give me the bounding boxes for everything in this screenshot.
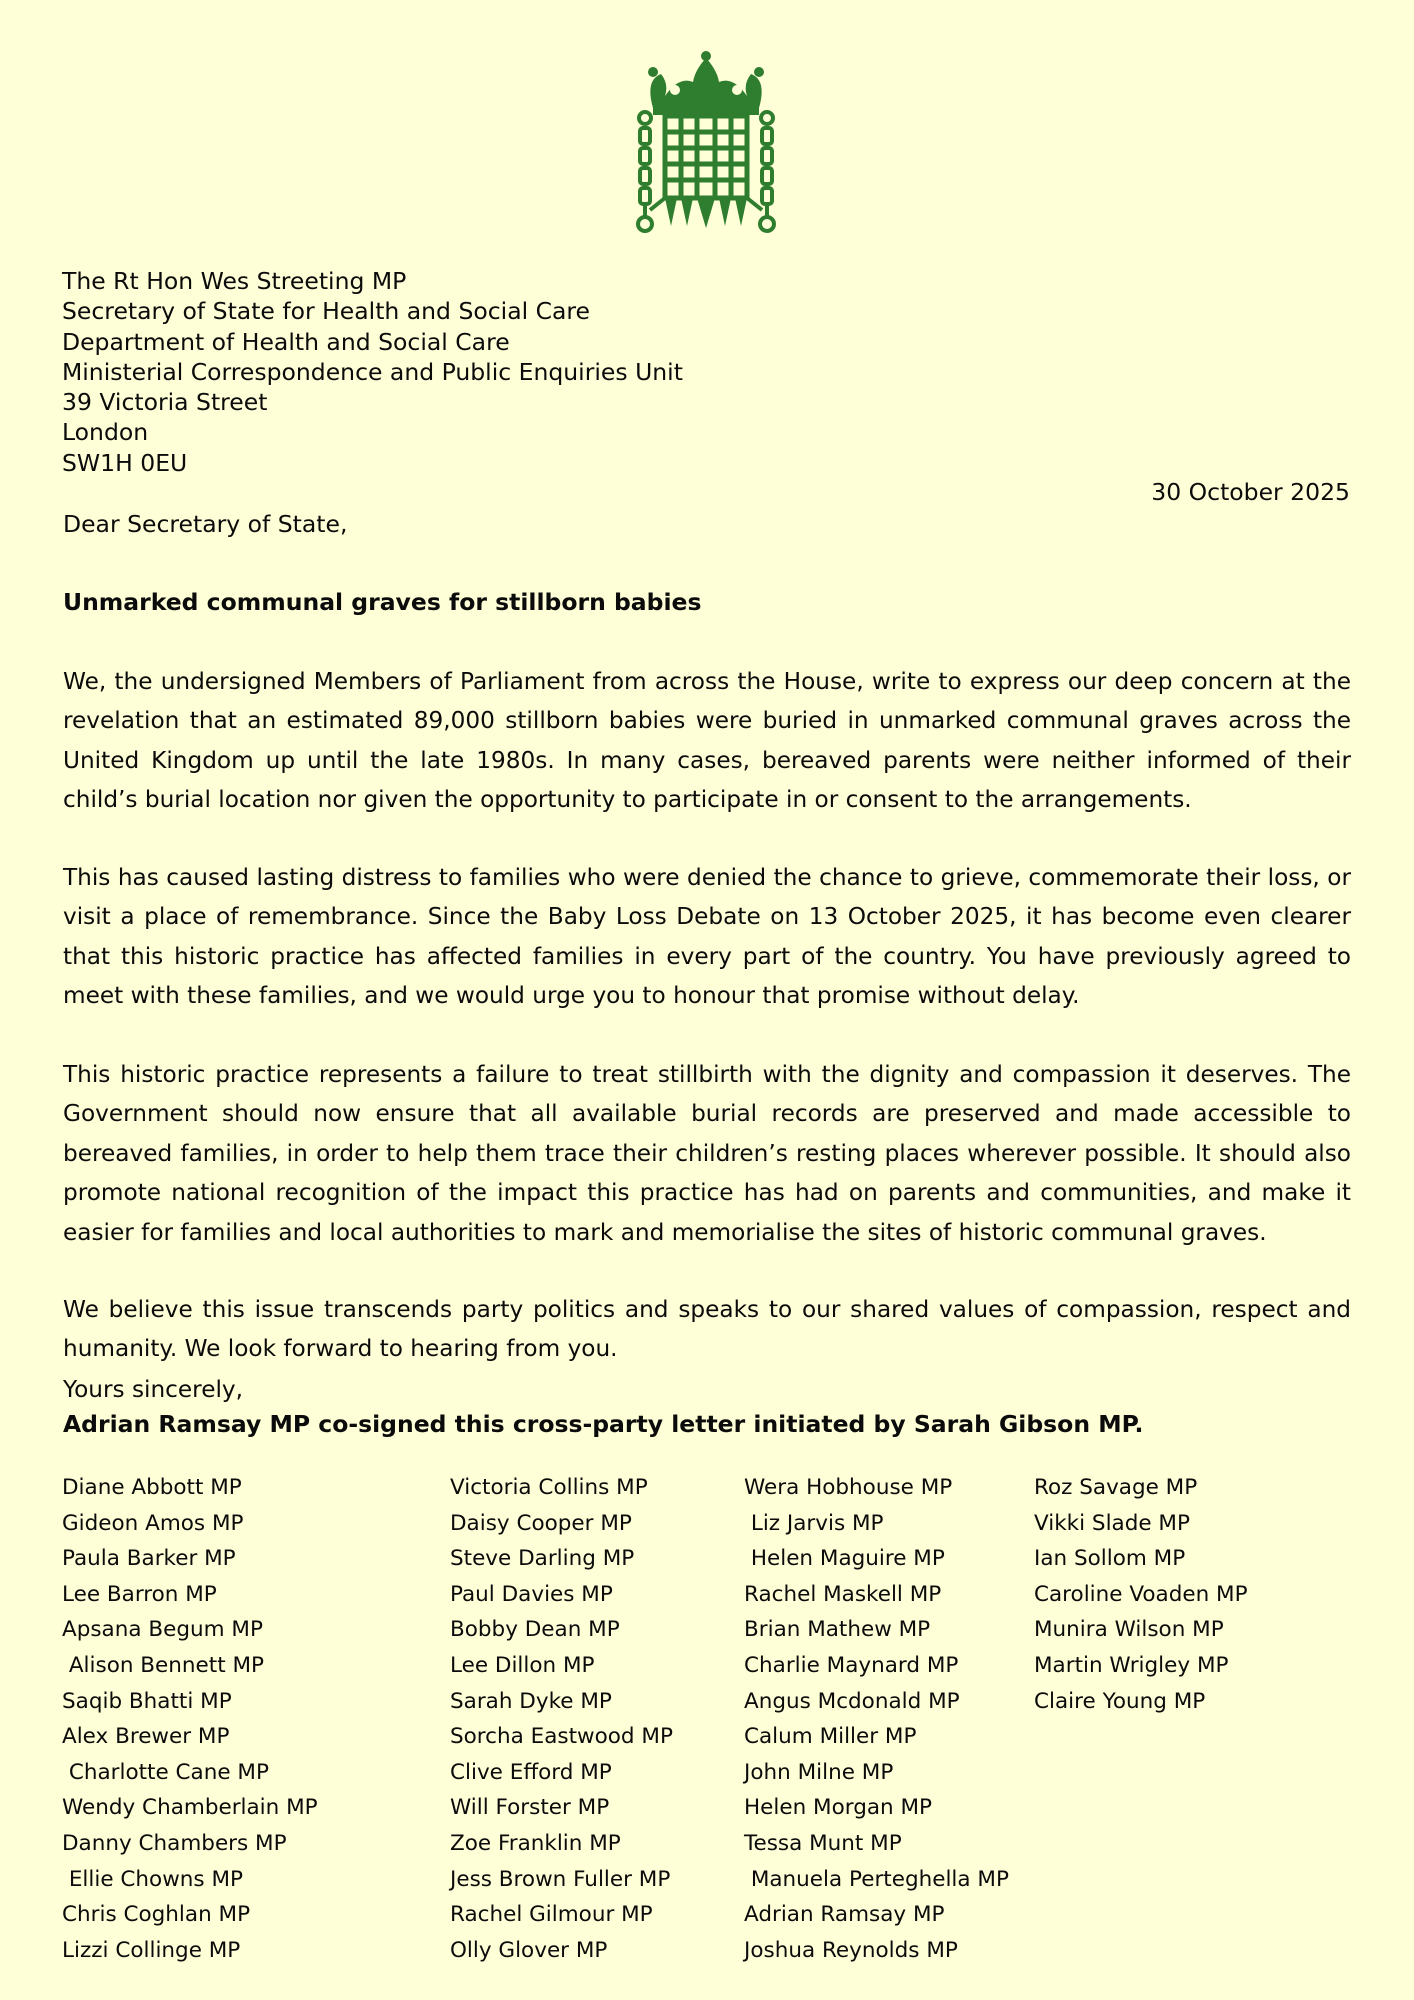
signatory: Chris Coghlan MP bbox=[62, 1902, 251, 1928]
signatory: John Milne MP bbox=[744, 1759, 894, 1785]
signatory: Alex Brewer MP bbox=[62, 1724, 230, 1750]
signatory-column bbox=[450, 1470, 673, 1968]
signatory: Helen Morgan MP bbox=[744, 1795, 933, 1821]
address-line: 39 Victoria Street bbox=[62, 388, 268, 417]
signatory: Charlotte Cane MP bbox=[62, 1759, 269, 1785]
signatory: Tessa Munt MP bbox=[744, 1830, 902, 1856]
signatory: Lee Barron MP bbox=[62, 1581, 217, 1607]
signatory: Caroline Voaden MP bbox=[1034, 1581, 1248, 1607]
signatory: Helen Maguire MP bbox=[744, 1546, 945, 1572]
signatory: Ian Sollom MP bbox=[1034, 1546, 1186, 1572]
signatory: Apsana Begum MP bbox=[62, 1617, 263, 1643]
body-paragraph: This has caused lasting distress to families who were denied the chance to grieve, commemorate their loss, or visit a place of remembrance. Since the Baby Loss Debate on 13 October 2025, it has become even clearer that this historic practice has affected families in every part of the country. You have previously agreed to meet with these families, and we would urge you to honour that promise without delay. bbox=[63, 864, 1351, 1010]
letter-subject: Unmarked communal graves for stillborn babies bbox=[63, 588, 702, 616]
signatory: Manuela Perteghella MP bbox=[744, 1866, 1009, 1892]
address-line: Ministerial Correspondence and Public Enquiries Unit bbox=[62, 357, 683, 386]
body-paragraph: We, the undersigned Members of Parliament from across the House, write to express our deep concern at the revelation that an estimated 89,000 stillborn babies were buried in unmarked communal graves across the United Kingdom up until the late 1980s. In many cases, bereaved parents were neither informed of their child’s burial location nor given the opportunity to participate in or consent to the arrangements. bbox=[63, 668, 1351, 814]
portcullis-crest-icon bbox=[631, 50, 781, 237]
address-line: SW1H 0EU bbox=[62, 448, 188, 477]
body-paragraph: This historic practice represents a failure to treat stillbirth with the dignity and compassion it deserves. The Government should now ensure that all available burial records are preserved and made accessible to bereaved families, in order to help them trace their children’s resting places wherever possible. It should also promote national recognition of the impact this practice has had on parents and communities, and make it easier for families and local authorities to mark and memorialise the sites of historic communal graves. bbox=[63, 1061, 1351, 1246]
signatory: Paula Barker MP bbox=[62, 1546, 236, 1572]
salutation: Dear Secretary of State, bbox=[63, 510, 348, 538]
address-line: The Rt Hon Wes Streeting MP bbox=[62, 267, 407, 295]
signoff: Adrian Ramsay MP co-signed this cross-party letter initiated by Sarah Gibson MP. bbox=[63, 1410, 1144, 1438]
signatory: Claire Young MP bbox=[1034, 1688, 1206, 1714]
closing: Yours sincerely, bbox=[63, 1376, 244, 1403]
signatory: Martin Wrigley MP bbox=[1034, 1652, 1229, 1678]
signatory: Daisy Cooper MP bbox=[450, 1510, 632, 1536]
signatory: Roz Savage MP bbox=[1034, 1475, 1198, 1500]
address-line: London bbox=[62, 418, 149, 447]
signatory: Diane Abbott MP bbox=[62, 1475, 242, 1500]
signatory: Victoria Collins MP bbox=[450, 1475, 648, 1500]
signatory: Clive Efford MP bbox=[450, 1759, 612, 1785]
signatory: Alison Bennett MP bbox=[62, 1652, 264, 1678]
signatory: Gideon Amos MP bbox=[62, 1510, 244, 1536]
signatory-column bbox=[1034, 1470, 1248, 1719]
signatory: Wera Hobhouse MP bbox=[744, 1475, 953, 1500]
signatory: Angus Mcdonald MP bbox=[744, 1688, 960, 1714]
signatory: Saqib Bhatti MP bbox=[62, 1688, 232, 1714]
signatory: Bobby Dean MP bbox=[450, 1617, 620, 1643]
signatory: Lee Dillon MP bbox=[450, 1652, 595, 1678]
signatory: Olly Glover MP bbox=[450, 1937, 608, 1963]
signatory: Paul Davies MP bbox=[450, 1581, 613, 1607]
signatory: Jess Brown Fuller MP bbox=[450, 1866, 671, 1892]
signatory: Rachel Gilmour MP bbox=[450, 1902, 653, 1928]
signatory: Calum Miller MP bbox=[744, 1724, 917, 1750]
signatory: Brian Mathew MP bbox=[744, 1617, 931, 1643]
signatory-column bbox=[62, 1470, 318, 1968]
signatory: Rachel Maskell MP bbox=[744, 1581, 942, 1607]
letter-date: 30 October 2025 bbox=[1151, 478, 1350, 506]
signatory: Danny Chambers MP bbox=[62, 1830, 287, 1856]
signatory: Wendy Chamberlain MP bbox=[62, 1795, 318, 1821]
signatory: Vikki Slade MP bbox=[1034, 1510, 1190, 1536]
signatory: Sarah Dyke MP bbox=[450, 1688, 612, 1714]
address-line: Department of Health and Social Care bbox=[62, 327, 510, 356]
recipient-address bbox=[62, 266, 683, 478]
signatory: Sorcha Eastwood MP bbox=[450, 1724, 673, 1750]
signatory: Steve Darling MP bbox=[450, 1546, 635, 1572]
signatory: Will Forster MP bbox=[450, 1795, 610, 1821]
signatory: Charlie Maynard MP bbox=[744, 1652, 959, 1678]
signatory: Joshua Reynolds MP bbox=[744, 1937, 958, 1963]
signatory: Lizzi Collinge MP bbox=[62, 1937, 241, 1963]
signatory-column bbox=[744, 1470, 1009, 1968]
signatory: Liz Jarvis MP bbox=[744, 1510, 884, 1536]
signatory: Munira Wilson MP bbox=[1034, 1617, 1224, 1643]
body-paragraph: We believe this issue transcends party politics and speaks to our shared values of compassion, respect and humanity. We look forward to hearing from you. bbox=[63, 1296, 1351, 1363]
address-line: Secretary of State for Health and Social Care bbox=[62, 297, 591, 326]
signatory: Zoe Franklin MP bbox=[450, 1830, 621, 1856]
signatory: Adrian Ramsay MP bbox=[744, 1902, 945, 1928]
signatory: Ellie Chowns MP bbox=[62, 1866, 243, 1892]
